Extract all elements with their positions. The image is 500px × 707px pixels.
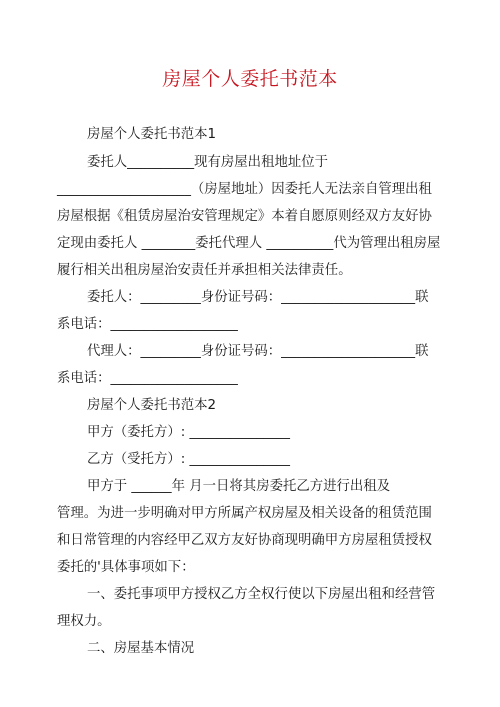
paragraph-line: 委托人__________现有房屋出租地址位于 bbox=[87, 155, 329, 170]
paragraph-line: 理权力。 bbox=[57, 614, 111, 629]
paragraph-line: 定现由委托人 ________委托代理人 __________代为管理出租房屋 bbox=[57, 236, 441, 251]
paragraph-line: 甲方于 ______年 月一日将其房委托乙方进行出租及 bbox=[87, 479, 391, 494]
paragraph-line: 委托人：_________身份证号码：____________________联 bbox=[87, 290, 429, 305]
paragraph-line: 履行相关出租房屋治安责任并承担相关法律责任。 bbox=[57, 263, 352, 278]
paragraph-line: 甲方（委托方）: _______________ bbox=[87, 425, 290, 440]
paragraph-line: 房屋根据《租赁房屋治安管理规定》本着自愿原则经双方友好协 bbox=[57, 209, 432, 224]
paragraph-line: 代理人：_________身份证号码：____________________联 bbox=[87, 344, 429, 359]
paragraph-line: 管理。为进一步明确对甲方所属产权房屋及相关设备的租赁范围 bbox=[57, 506, 432, 521]
paragraph-line: 和日常管理的内容经甲乙双方友好协商现明确甲方房屋租赁授权 bbox=[57, 533, 432, 548]
paragraph-line: 委托的'具体事项如下： bbox=[57, 560, 195, 575]
paragraph-line: 一、委托事项甲方授权乙方全权行使以下房屋出租和经营管 bbox=[87, 587, 436, 602]
document-title: 房屋个人委托书范本 bbox=[162, 68, 338, 90]
paragraph-line: 乙方（受托方）: _______________ bbox=[87, 452, 290, 467]
paragraph-line: 系电话：___________________ bbox=[57, 371, 238, 386]
paragraph-line: ____________________（房屋地址）因委托人无法亲自管理出租 bbox=[57, 182, 432, 197]
paragraph-line: 系电话：___________________ bbox=[57, 317, 238, 332]
section-heading-1: 房屋个人委托书范本1 bbox=[87, 127, 217, 142]
paragraph-line: 二、房屋基本情况 bbox=[87, 641, 195, 656]
section-heading-2: 房屋个人委托书范本2 bbox=[87, 398, 217, 413]
